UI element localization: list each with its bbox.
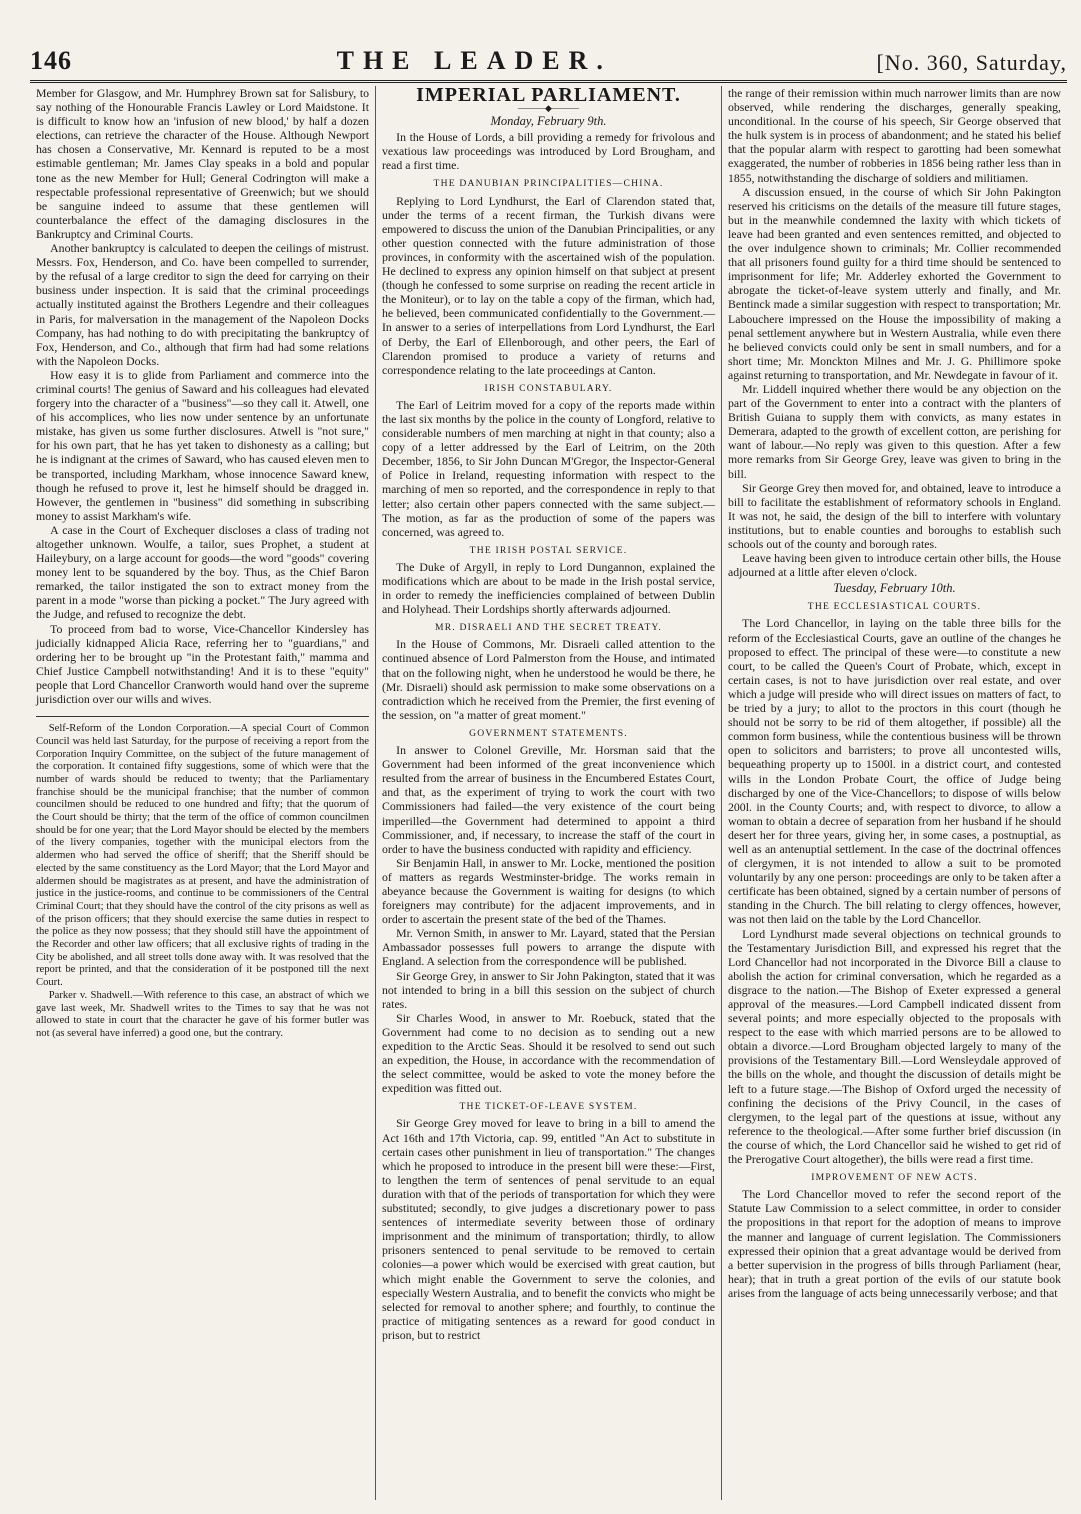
subheading: THE IRISH POSTAL SERVICE. [469,544,628,556]
columns [30,86,1067,1500]
article-paragraph: In the House of Commons, Mr. Disraeli called attention to the continued absence of Lord Palmerston from the House, and intimated that on the following night, when he understood he would be there, he (Mr. Disraeli) should ask permission to make some observations on a contradiction which he received from the Premier, the first evening of the session, on "a matter of great moment." [382,637,715,722]
ornament: ———◆——— [518,103,579,114]
article-paragraph: The Duke of Argyll, in reply to Lord Dungannon, explained the modifications which are about to be made in the Irish postal service, in order to remedy the inefficiencies complained of between Dublin and Holyhead. Their Lordships shortly afterwards adjourned. [382,559,715,617]
article-paragraph: How easy it is to glide from Parliament and commerce into the criminal courts! The genius of Saward and his colleagues had elevated forgery into the character of a "business"—so they call it. Atwell, one of his accomplices, who lies now under sentence by an unfortunate mistake, has given us some further disclosures. Atwell is "not sure," for his own part, that he has yet taken to dishonesty as a calling; but he is indignant at the crimes of Saward, who has caused eleven men to be transported, including Markham, whose innocence Saward knew, though he refused to prove it, lest he himself should be dragged in. However, the gentlemen in "business" did something in subscribing money to assist Markham's wife. [36,367,369,523]
news-note: Self-Reform of the London Corporation.—A special Court of Common Council was held last Saturday, for the purpose of receiving a report from the Corporation Inquiry Committee, on the subject of the future management of the corporation. It contained fifty suggestions, some of which were that the number of wards should be reduced to twenty; that the Parliamentary franchise should be the municipal franchise; that the number of common councilmen should be reduced to one hundred and fifty; that the quorum of the Court should be thirty; that the term of the office of common councilmen should be for one year; that the Lord Mayor should be elected by the members of the livery companies, together with the municipal electors from the aldermen who had served the office of sheriff; that the Sheriff should be elected by the same constituency as the Lord Mayor; that the Lord Mayor and aldermen should be magistrates as at present, and have the administration of justice in the justice-rooms, and continue to be commissioners of the Central Criminal Court; that they should have the control of the city prisons as well as of the prison officers; that they should exercise the same duties in respect to the police as they now possess; that they should still have the appointment of the Recorder and other law officers; that all exclusive rights of trading in the City be abolished, and all street tolls done away with. It was resolved that the report be printed, and that the consideration of it be postponed till the next Court. [36,723,369,989]
article-paragraph: The Lord Chancellor moved to refer the second report of the Statute Law Commission to a select committee, in order to consider the propositions in that report for the adoption of means to improve the manner and language of current legislation. The Commissioners expressed their opinion that a great advantage would be derived from a better supervision in the progress of bills through Parliament (hear, hear); that in truth a great portion of the evils of our statute book arises from the language of acts being unnecessarily verbose; and that [728,1187,1061,1300]
newspaper-title: THE LEADER. [336,46,612,75]
page-number: 146 [30,46,72,75]
article-paragraph: In the House of Lords, a bill providing a remedy for frivolous and vexatious law proceedings was introduced by Lord Brougham, and read a first time. [382,130,715,173]
article-paragraph: Lord Lyndhurst made several objections on technical grounds to the Testamentary Jurisdiction Bill, and expressed his regret that the Lord Chancellor had not incorporated in the Divorce Bill a clause to abolish the action for criminal conversation, which he regarded as a disgrace to the nation.—The Bishop of Exeter expressed a general approval of the measures.—Lord Campbell indicated dissent from several points; and more especially objected to the proposals with respect to the ease with which married persons are to be allowed to obtain a divorce.—Lord Brougham objected largely to many of the provisions of the Testamentary Bill.—Lord Wensleydale approved of the bills on the whole, and thought the discussion of details might be left to a future stage.—The Bishop of Oxford urged the necessity of confining the decisions of the Privy Council, in the cases of clergymen, to the legal part of the questions at issue, without any reference to the theological.—After some further brief discussion (in the course of which, the Lord Chancellor said he wished to get rid of the Prerogative Court altogether), the bills were read a first time. [728,926,1061,1167]
article-paragraph: Mr. Liddell inquired whether there would be any objection on the part of the Government to enter into a contract with the planters of British Guiana to supply them with convicts, as many estates in Demerara, adapted to the growth of excellent cotton, are perishing for want of labour.—No reply was given to this question. After a few more remarks from Sir George Grey, leave was given to bring in the bill. [728,381,1061,481]
article-paragraph: A discussion ensued, in the course of which Sir John Pakington reserved his criticisms on the details of the measure till future stages, but in the meanwhile condemned the laxity with which tickets of leave had been granted and even sentences remitted, and objected to the over indulgence shown to criminals; Mr. Collier recommended that all prisoners found guilty for a third time should be sentenced to imprisonment for life; Mr. Adderley exhorted the Government to abrogate the ticket-of-leave system utterly and finally, and Mr. Bentinck made a similar suggestion with respect to transportation; Mr. Labouchere impressed on the House the impossibility of making a penal settlement anywhere but in Western Australia, while even there he believed convicts could only be sent in small numbers, and for a short time; Mr. Monckton Milnes and Mr. J. G. Phillimore spoke against returning to transportation, and Mr. Newdegate in favour of it. [728,184,1061,382]
article-paragraph: To proceed from bad to worse, Vice-Chancellor Kindersley has judicially kidnapped Alicia Race, referring her to "guardians," and ordering her to be brought up "in the Protestant faith," mamma and Chief Justice Campbell notwithstanding! And it is to these "equity" people that Lord Chancellor Cranworth would hand over the supreme jurisdiction over our wills and wives. [36,621,369,707]
dateline: Tuesday, February 10th. [833,581,956,596]
article-paragraph: Sir George Grey then moved for, and obtained, leave to introduce a bill to facilitate the establishment of reformatory schools in England. It was not, he said, the design of the bill to interfere with voluntary institutions, but to enable counties and boroughs to establish such schools out of the county and borough rates. [728,480,1061,551]
article-paragraph: Sir Charles Wood, in answer to Mr. Roebuck, stated that the Government had come to no decision as to sending out a new expedition to the Arctic Seas. Should it be resolved to send out such an expedition, the House, in accordance with the recommendation of the select committee, would be asked to vote the money before the expedition was fitted out. [382,1010,715,1096]
article-paragraph: The Earl of Leitrim moved for a copy of the reports made within the last six months by the police in the county of Longford, relative to considerable numbers of men marching at night in that county; also a copy of a letter addressed by the Earl of Leitrim, on the 20th December, 1856, to Sir John Duncan M'Gregor, the Inspector-General of Police in Ireland, requesting information with respect to the marching of men so reported, and the correspondence in reply to that letter; also certain other papers connected with the same subject.—The motion, as far as the production of some of the papers was concerned, was agreed to. [382,397,715,539]
subheading: IRISH CONSTABULARY. [484,382,613,394]
divider [36,716,369,717]
article-paragraph: A case in the Court of Exchequer discloses a class of trading not altogether unknown. Woulfe, a tailor, sues Prophet, a student at Haileybury, on a large account for goods—the word "goods" covering money lent to be squandered by the boy. Thus, as the Chief Baron remarked, the tailor instigated the son to extract money from the parent in a mode "worse than picking a pocket." The Jury agreed with the Judge, and refused to recognize the debt. [36,522,369,622]
subheading: GOVERNMENT STATEMENTS. [469,727,628,739]
article-paragraph: Replying to Lord Lyndhurst, the Earl of Clarendon stated that, under the terms of a recent firman, the Turkish divans were empowered to discuss the union of the Danubian Principalities, or any other question connected with the future administration of those provinces, in conformity with the ascertained wish of the population. He declined to express any opinion himself on that subject at present (though he confessed to some surprise on reading the recent article in the Moniteur), or to lay on the table a copy of the firman, which had, he believed, been communicated confidentially to the Government.—In answer to a series of interpellations from Lord Lyndhurst, the Earl of Derby, the Earl of Ellenborough, and other peers, the Earl of Clarendon promised to produce a variety of returns and correspondence relating to the late proceedings at Canton. [382,193,715,377]
subheading: THE TICKET-OF-LEAVE SYSTEM. [459,1101,638,1113]
news-note: Parker v. Shadwell.—With reference to this case, an abstract of which we gave last week, Mr. Shadwell writes to the Times to say that he was not allowed to state in court that the character he gave of his former butler was not (as several have inferred) a good one, but the contrary. [36,989,369,1039]
article-paragraph: The Lord Chancellor, in laying on the table three bills for the reform of the Ecclesiastical Courts, gave an outline of the changes he proposed to effect. The principal of these were—to constitute a new court, to be called the Queen's Court of Probate, which, except in certain cases, is not to have jurisdiction over real estate, and over which a judge will preside who will direct issues on matters of fact, to be tried by a jury; to allot to the proctors in this court (though he should not be sorry to be rid of them altogether, if possible) all the common form business, while the contentious business will be thrown open to solicitors and barristers; to prove all uncontested wills, bequeathing property up to 1500l. in a district court, and contested wills in the London Probate Court, the office of Judge being discharged by one of the Vice-Chancellors; to dispose of wills below 200l. in the County Courts; and, with respect to divorce, to allow a woman to obtain a decree of separation from her husband if he should desert her for three years, giving her, in some cases, a postnuptial, as well as an antenuptial settlement. In the case of the doctrinal offences of clergymen, it is not intended to allow a suit to be promoted voluntarily by any one person: proceedings are only to be taken after a certificate has been obtained, signed by a certain number of persons of standing in the Church. The bill relating to clergy offences, however, was not then laid on the table by the Lord Chancellor. [728,616,1061,927]
article-paragraph: In answer to Colonel Greville, Mr. Horsman said that the Government had been informed of the great inconvenience which resulted from the arrear of business in the Encumbered Estates Court, and that, as the experiment of trying to work the court with two Commissioners had failed—the very existence of the court being imperilled—the Government had determined to appoint a third Commissioner, and, if necessary, to increase the staff of the court in order to have the business conducted with rapidity and efficiency. [382,743,715,856]
column-3 [721,86,1067,1500]
subheading: IMPROVEMENT OF NEW ACTS. [811,1172,978,1184]
article-paragraph: Another bankruptcy is calculated to deepen the ceilings of mistrust. Messrs. Fox, Henderson, and Co. have been compelled to surrender, by the refusal of a large creditor to sign the deed for carrying on their business under inspection. It is said that the criminal proceedings actually instituted against the Brothers Legendre and their colleagues in Paris, for malversation in the management of the Napoleon Docks Company, has had nothing to do with precipitating the bankruptcy of Fox, Henderson, and Co., although that firm had had some relations with the Napoleon Docks. [36,241,369,368]
section-title: IMPERIAL PARLIAMENT. [416,86,681,106]
article-paragraph: Leave having been given to introduce certain other bills, the House adjourned at a little after eleven o'clock. [728,551,1061,580]
subheading: THE DANUBIAN PRINCIPALITIES—CHINA. [433,178,664,190]
article-paragraph: Sir Benjamin Hall, in answer to Mr. Locke, mentioned the position of matters as regards Westminster-bridge. The works remain in abeyance because the Government is waiting for designs (to which foreigners may contribute) for the adjacent improvements, and in order to ascertain the present state of the bed of the Thames. [382,855,715,927]
article-paragraph: the range of their remission within much narrower limits than are now observed, while rendering the discharges, generally speaking, unconditional. In the course of his speech, Sir George observed that the hulk system is in process of abandonment; and he stated his belief that the popular alarm with respect to garotting had been somewhat exaggerated, the number of robberies in 1856 being rather less than in 1855, notwithstanding the discharge of soldiers and militiamen. [728,86,1061,185]
article-paragraph: Sir George Grey moved for leave to bring in a bill to amend the Act 16th and 17th Victoria, cap. 99, entitled "An Act to substitute in certain cases other punishment in lieu of transportation." The changes which he proposed to introduce in the present bill were these:—First, to lengthen the term of sentences of penal servitude to an equal duration with that of the periods of transportation for which they were substituted; secondly, to give judges a discretionary power to pass sentences of intermediate severity between those of ordinary imprisonment and the minimum of transportation; thirdly, to allow prisoners sentenced to penal servitude to be removed to certain colonies—a power which would be exercised with great caution, but which might enable the Government to serve the colonies, and especially Western Australia, and to benefit the convicts who might be selected for removal to another sphere; and fourthly, to continue the practice of mitigating sentences as a reward for good conduct in prison, but to restrict [382,1116,715,1342]
issue-number: [No. 360, Saturday, [876,50,1067,75]
masthead [30,42,1067,83]
subheading: MR. DISRAELI AND THE SECRET TREATY. [434,622,663,634]
article-paragraph: Member for Glasgow, and Mr. Humphrey Brown sat for Salisbury, to say nothing of the Honourable Francis Lawley or Lord Maidstone. It is difficult to know how an 'infusion of new blood,' by half a dozen elections, can retrieve the character of the House. Although Newport has chosen a Conservative, Mr. Kennard is reputed to be a most estimable gentleman; Mr. James Clay speaks in a bold and popular tone as the new Member for Hull; General Codrington will make a respectable professional representative of Greenwich; but we should be sanguine indeed to assume that these gentlemen will counterbalance the effect of the damaging disclosures in the Bankruptcy and Criminal Courts. [36,86,369,241]
column-2 [375,86,721,1500]
article-paragraph: Sir George Grey, in answer to Sir John Pakington, stated that it was not intended to bring in a bill this session on the subject of church rates. [382,968,715,1011]
subheading: THE ECCLESIASTICAL COURTS. [807,601,982,613]
dateline: Monday, February 9th. [490,114,607,129]
column-1 [30,86,375,1500]
article-paragraph: Mr. Vernon Smith, in answer to Mr. Layard, stated that the Persian Ambassador possesses full powers to arrange the dispute with England. A selection from the correspondence will be published. [382,926,715,969]
